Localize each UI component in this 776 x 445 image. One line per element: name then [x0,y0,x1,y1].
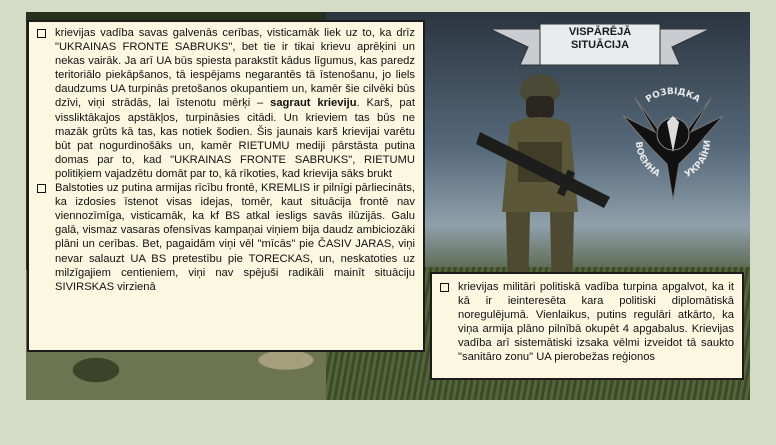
banner-title: VISPĀRĒJĀ SITUĀCIJA [568,26,632,51]
paragraph-1-text-end: . Karš, pat vissliktākajos apstākļos, turpināsies citādi. Un krieviem tas būs ne mazāk grūts kā tas, kas notiek šodien. Šis jaunais karš krievijai varētu būt pat nogurdinošāks un, kamēr RIETUMU mediji pārstāsta putina domas par to, kad "UKRAINAS FRONTE SABRUKS", RIETUMU politiķiem vajadzētu domāt par to, kā rīkoties, kad krievija sāks brukt [55,97,415,180]
paragraph-2-text: Balstoties uz putina armijas rīcību frontē, KREMLIS ir pilnīgi pārliecināts, ka izdosies īstenot visas idejas, tomēr, kaut situācija frontē nav viennozīmīga, visticamāk, ka kf BS atkal iesligs savās ilūzijās. Galu galā, vismaz vasaras ofensīvas kampaņai viņiem bija daudz ambiciozāki plāni un cerības. Bet, pagaidām viņi vēl "mīcās" pie ČASIV JARAS, viņi nevar salauzt UA BS pretestību pie TORECKAS, un, neskatoties uz milzīgajiem centieniem, viņi nav spējuši radikāli mainīt situāciju SIVIRSKAS virzienā [55,182,415,293]
checkbox-bullet-icon [37,184,46,193]
checkbox-bullet-icon [440,283,449,292]
paragraph-1-text-start: krievijas vadība savas galvenās cerības, visticamāk liek uz to, ka drīz "UKRAINAS FRONTE SABRUKS", bet tie ir tikai krievu aprēķini un nekas vairāk. Ja arī UA būs spiesta parakstīt kādus līgumus, kas paredz teritoriālo piekāpšanos, tā iespējams negarantēs tā īstenošanu, jo liels daudzums UA turpinās pretošanos okupantiem un, kamēr šie cilvēki būs dzīvi, viņi strādās, lai īstenotu mērķi – [55,27,415,110]
intelligence-emblem [615,72,731,202]
checkbox-bullet-icon [37,29,46,38]
paragraph-1-bold: sagraut krieviju [270,97,357,110]
bullet-paragraph-3 [440,280,734,365]
bullet-paragraph-1 [37,26,415,181]
emblem-left-text: ВОЄННА [632,140,662,180]
bullet-paragraph-2 [37,181,415,294]
secondary-text-box [430,272,744,380]
emblem-top-text: РОЗВІДКА [644,86,702,105]
soldier-illustration [470,62,610,302]
main-text-box [27,20,425,352]
paragraph-3-text: krievijas militāri politiskā vadība turpina apgalvot, ka it kā ir ieinteresēta kara politiski diplomātiskā noregulējumā. Vienlaikus, putins regulāri atkārto, ka viņa armija plāno pilnībā okupēt 4 apgabalus. Krievijas vadība arī sistemātiski izsaka vēlmi izveidot tā saukto "sanitāro zonu" UA pierobežas reģionos [458,281,734,364]
emblem-right-text: УКРАЇНИ [683,139,714,181]
